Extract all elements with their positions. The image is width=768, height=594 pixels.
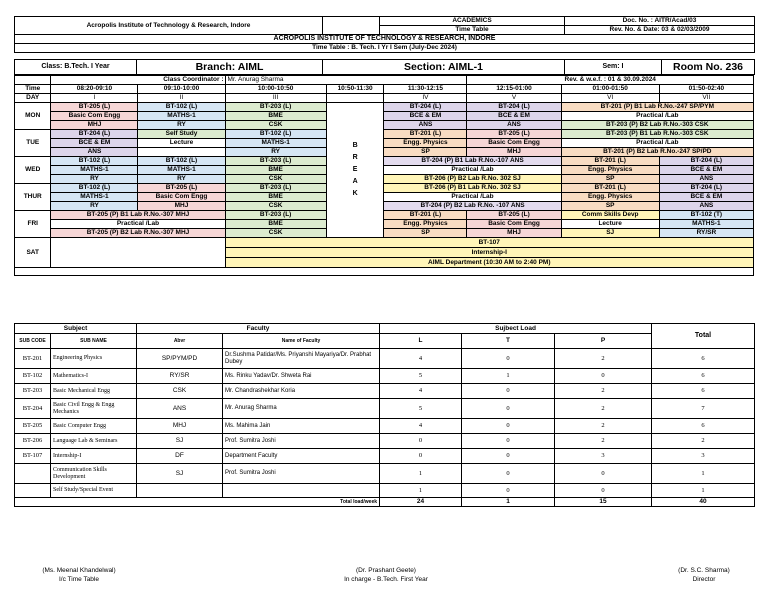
abvr-cell: SJ <box>137 434 223 449</box>
sub-code-cell: BT-203 <box>15 384 51 399</box>
practical-load-cell: 0 <box>555 464 652 484</box>
time-table-title: Time Table : B. Tech. I Yr I Sem (July-Dec 2024) <box>15 44 755 53</box>
sub-name-cell: Basic Mechanical Engg <box>51 384 137 399</box>
subject-row <box>15 464 755 484</box>
sub-code-cell: BT-206 <box>15 434 51 449</box>
day-sat: SAT <box>15 238 51 268</box>
sub-code-cell: BT-205 <box>15 419 51 434</box>
tutorial-load-cell: 1 <box>462 369 555 384</box>
sub-code-cell <box>15 464 51 484</box>
practical-load-cell: 2 <box>555 384 652 399</box>
subject-row <box>15 369 755 384</box>
day-tue: TUE <box>15 130 51 157</box>
abvr-cell: SJ <box>137 464 223 484</box>
total-load-cell: 1 <box>652 484 755 498</box>
sub-code-cell: BT-107 <box>15 449 51 464</box>
subject-row <box>15 484 755 498</box>
sub-name-cell: Basic Civil Engg & Engg Mechanics <box>51 399 137 419</box>
load-header: Sujbect Load <box>380 324 652 334</box>
signature-director: (Dr. S.C. Sharma) Director <box>678 567 730 583</box>
total-load-cell: 1 <box>652 464 755 484</box>
sub-code-cell <box>15 484 51 498</box>
faculty-header: Faculty <box>137 324 380 334</box>
doc-no: Doc. No. : AITR/Acad/03 <box>565 17 755 26</box>
faculty-name-cell: Prof. Sumitra Joshi <box>223 464 380 484</box>
subject-row <box>15 419 755 434</box>
faculty-name-cell: Mr. Anurag Sharma <box>223 399 380 419</box>
period-row: DAY I II III IV V VI VII <box>15 94 754 103</box>
subject-row <box>15 434 755 449</box>
rev-no: Rev. No. & Date: 03 & 02/03/2009 <box>565 26 755 35</box>
academics-label: ACADEMICS <box>380 17 565 26</box>
signature-timetable: (Ms. Meenal Khandelwal) I/c Time Table <box>42 567 116 583</box>
subject-load-table: Subject Faculty Sujbect Load Total SUB CODE SUB NAME Abvr Name of Faculty L T P BT-201 Engineering Physics SP/PYM/PD Dr.Sushma Patidar/Ms. Priyanshi Mayariya/Dr. Prabhat Dubey 4 0 2 6 BT-102 Mathematics-I RY/SR Ms. Rinku Yadav/Dr. Shweta Rai 5 1 0 6 BT-203 Basic Mechanical Engg CSK Mr. Chandrashekhar Koria 4 0 2 6 BT-204 Basic Civil Engg & Engg Mechanics ANS Mr. Anurag Sharma 5 0 2 7 BT-205 Basic Computer Engg MHJ Ms. Mahima Jain 4 0 2 6 BT-206 Language Lab & Seminars SJ Prof. Sumitra Joshi 0 0 2 2 BT-107 Internship-I DF Department Faculty 0 0 3 3 Communication Skills Development SJ Prof. Sumitra Joshi 1 0 0 1 Self Study/Special Event 1 0 0 1 Total load/week 24 1 15 40 <box>14 323 755 507</box>
lecture-load-cell: 1 <box>380 464 462 484</box>
header-table <box>14 16 755 53</box>
total-load-cell: 6 <box>652 369 755 384</box>
sub-name-cell: Mathematics-I <box>51 369 137 384</box>
signature-incharge: (Dr. Prashant Geete) In charge - B.Tech. First Year <box>344 567 428 583</box>
day-wed: WED <box>15 157 51 184</box>
faculty-name-cell: Prof. Sumitra Joshi <box>223 434 380 449</box>
subject-row <box>15 449 755 464</box>
sub-code-cell: BT-204 <box>15 399 51 419</box>
sub-name-cell: Self Study/Special Event <box>51 484 137 498</box>
coordinator-label: Class Coordinator : <box>51 76 225 85</box>
faculty-name-cell <box>223 484 380 498</box>
lecture-load-cell: 0 <box>380 449 462 464</box>
practical-load-cell: 2 <box>555 399 652 419</box>
abvr-cell: CSK <box>137 384 223 399</box>
sub-name-cell: Engineering Physics <box>51 349 137 369</box>
class-info-table <box>14 59 755 75</box>
practical-load-cell: 3 <box>555 449 652 464</box>
tutorial-load-cell: 0 <box>462 399 555 419</box>
coordinator-name: Mr. Anurag Sharma <box>225 76 467 85</box>
room-label: Room No. 236 <box>662 60 755 75</box>
sub-code-cell: BT-201 <box>15 349 51 369</box>
abvr-cell: ANS <box>137 399 223 419</box>
total-load-cell: 3 <box>652 449 755 464</box>
total-load-cell: 6 <box>652 419 755 434</box>
tutorial-load-cell: 0 <box>462 449 555 464</box>
total-load-cell: 6 <box>652 384 755 399</box>
subject-header: Subject <box>15 324 137 334</box>
sub-code-cell: BT-102 <box>15 369 51 384</box>
day-thur: THUR <box>15 184 51 211</box>
tutorial-load-cell: 0 <box>462 419 555 434</box>
day-mon: MON <box>15 103 51 130</box>
practical-load-cell: 0 <box>555 484 652 498</box>
branch-label: Branch: AIML <box>137 60 323 75</box>
tutorial-load-cell: 0 <box>462 484 555 498</box>
faculty-name-cell: Department Faculty <box>223 449 380 464</box>
timetable-grid: Class Coordinator : Mr. Anurag Sharma Rev. & w.e.f. : 01 & 30.09.2024 Time 08:20-09:10 09:10-10:00 10:00-10:50 10:50-11:30 11:30-12:15 12:15-01:00 01:00-01:50 01:50-02:40 DAY I II III IV V VI VII MON BT-205 (L) BT-102 (L) BT-203 (L) B R E A K BT-204 (L) BT-204 (L) BT-201 (P) B1 Lab R.No.-247 SP/PYM Basic Com Engg MATHS-1 BME BCE & EM BCE & EM Practical /Lab MHJ RY CSK ANS ANS BT-203 (P) B2 Lab R.No.-303 CSK TUE BT-204 (L) Self Study BT-102 (L) BT-201 (L) BT-205 (L) BT-203 (P) B1 Lab R.No.-303 CSK BCE & EM Lecture MATHS-1 Engg. Physics Basic Com Engg Practical /Lab ANS RY SP MHJ BT-201 (P) B2 Lab R.No.-247 SP/PD WED BT-102 (L) BT-102 (L) BT-203 (L) BT-204 (P) B1 Lab R.No.-107 ANS BT-201 (L) BT-204 (L) MATHS-1 MATHS-1 BME Practical /Lab Engg. Physics BCE & EM RY RY CSK BT-206 (P) B2 Lab R.No. 302 SJ SP ANS THUR BT-102 (L) BT-205 (L) BT-203 (L) BT-206 (P) B1 Lab R.No. 302 SJ BT-201 (L) BT-204 (L) MATHS-1 Basic Com Engg BME Practical /Lab Engg. Physics BCE & EM RY MHJ CSK BT-204 (P) B2 Lab R.No. -107 ANS SP ANS FRI BT-205 (P) B1 Lab R.No.-307 MHJ BT-203 (L) BT-201 (L) BT-205 (L) Comm Skills Devp BT-102 (T) Practical /Lab BME Engg. Physics Basic Com Engg Lecture MATHS-1 BT-205 (P) B2 Lab R.No.-307 MHJ CSK SP MHJ SJ RY/SR SAT BT-107 Internship-I AIML Department (10:30 AM to 2:40 PM) <box>14 75 754 276</box>
sub-name-cell: Internship-I <box>51 449 137 464</box>
sub-name-cell: Communication Skills Development <box>51 464 137 484</box>
practical-load-cell: 2 <box>555 434 652 449</box>
abvr-cell: SP/PYM/PD <box>137 349 223 369</box>
practical-load-cell: 2 <box>555 349 652 369</box>
faculty-name-cell: Ms. Rinku Yadav/Dr. Shweta Rai <box>223 369 380 384</box>
time-row: Time 08:20-09:10 09:10-10:00 10:00-10:50 10:50-11:30 11:30-12:15 12:15-01:00 01:00-01:50 01:50-02:40 <box>15 85 754 94</box>
total-load-cell: 6 <box>652 349 755 369</box>
practical-load-cell: 0 <box>555 369 652 384</box>
lecture-load-cell: 0 <box>380 434 462 449</box>
lecture-load-cell: 5 <box>380 399 462 419</box>
subject-row <box>15 399 755 419</box>
tutorial-load-cell: 0 <box>462 349 555 369</box>
subject-row <box>15 349 755 369</box>
sem-label: Sem: I <box>565 60 662 75</box>
lecture-load-cell: 4 <box>380 419 462 434</box>
tutorial-load-cell: 0 <box>462 464 555 484</box>
subject-row <box>15 384 755 399</box>
totals-row: Total load/week 24 1 15 40 <box>15 498 755 507</box>
abvr-cell: MHJ <box>137 419 223 434</box>
abvr-cell <box>137 484 223 498</box>
section-label: Section: AIML-1 <box>323 60 565 75</box>
faculty-name-cell: Mr. Chandrashekhar Koria <box>223 384 380 399</box>
abvr-cell: DF <box>137 449 223 464</box>
day-fri: FRI <box>15 211 51 238</box>
class-label: Class: B.Tech. I Year <box>15 60 137 75</box>
faculty-name-cell: Ms. Mahima Jain <box>223 419 380 434</box>
total-load-cell: 7 <box>652 399 755 419</box>
rev-wef: Rev. & w.e.f. : 01 & 30.09.2024 <box>467 76 754 85</box>
abvr-cell: RY/SR <box>137 369 223 384</box>
sub-name-cell: Language Lab & Seminars <box>51 434 137 449</box>
tutorial-load-cell: 0 <box>462 434 555 449</box>
total-load-cell: 2 <box>652 434 755 449</box>
break-column: B R E A K <box>326 103 384 238</box>
lecture-load-cell: 4 <box>380 349 462 369</box>
sub-name-cell: Basic Computer Engg <box>51 419 137 434</box>
lecture-load-cell: 1 <box>380 484 462 498</box>
lecture-load-cell: 5 <box>380 369 462 384</box>
institute-caps: ACROPOLIS INSTITUTE OF TECHNOLOGY & RESEARCH, INDORE <box>15 35 755 44</box>
lecture-load-cell: 4 <box>380 384 462 399</box>
total-header: Total <box>652 324 755 349</box>
institute-name: Acropolis Institute of Technology & Research, Indore <box>15 17 323 35</box>
tutorial-load-cell: 0 <box>462 384 555 399</box>
faculty-name-cell: Dr.Sushma Patidar/Ms. Priyanshi Mayariya/Dr. Prabhat Dubey <box>223 349 380 369</box>
practical-load-cell: 2 <box>555 419 652 434</box>
subject-rows <box>15 349 755 498</box>
time-table-label: Time Table <box>380 26 565 35</box>
